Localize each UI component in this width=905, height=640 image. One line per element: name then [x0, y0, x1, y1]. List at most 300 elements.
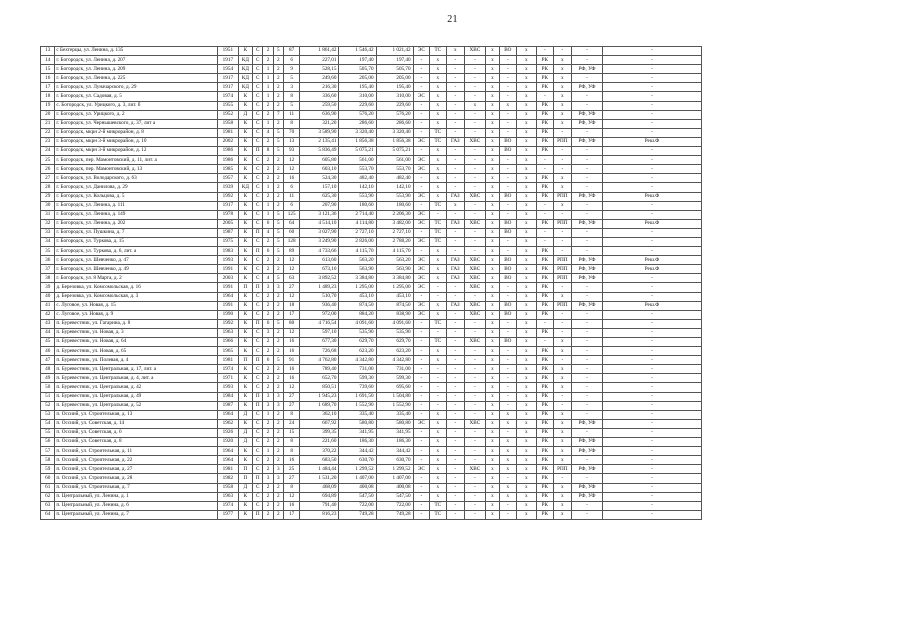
cell-cold-water: -	[465, 392, 486, 401]
cell-address: п. Оссиий, ул. Строительная, д. 13	[55, 410, 218, 419]
cell-repair-works: -	[572, 165, 603, 174]
cell-roof-repair: РК	[537, 83, 553, 92]
cell-ventilation: х	[516, 428, 537, 437]
cell-repair-works: -	[572, 365, 603, 374]
cell-heating: -	[430, 374, 446, 383]
cell-year-built: 1987	[218, 228, 239, 237]
cell-entrances: 2	[263, 265, 273, 274]
cell-electricity: -	[413, 292, 429, 301]
cell-wall-material: П	[238, 474, 252, 483]
cell-year-built: 1920	[218, 438, 239, 447]
cell-floors: 2	[273, 192, 283, 201]
cell-reserve-fund: -	[602, 283, 701, 292]
cell-electricity: ЭС	[413, 210, 429, 219]
cell-entrances: 2	[263, 292, 273, 301]
cell-total-area: 370,22	[300, 447, 339, 456]
cell-apartments: 8	[283, 438, 299, 447]
cell-hot-water: х	[485, 174, 499, 183]
cell-ventilation: х	[516, 119, 537, 128]
cell-floors: 2	[273, 338, 283, 347]
table-row	[41, 265, 702, 274]
cell-floors: 2	[273, 65, 283, 74]
cell-floor-material: С	[253, 328, 263, 337]
cell-entrances: 2	[263, 301, 273, 310]
cell-gas: -	[446, 319, 465, 328]
cell-sewerage: -	[500, 374, 516, 383]
cell-entrances: 2	[263, 510, 273, 519]
cell-roof-repair: -	[537, 338, 553, 347]
cell-ventilation: х	[516, 419, 537, 428]
cell-repair-works: РФ, УФ	[572, 483, 603, 492]
cell-address: п. Буревестник, ул. Центральная, д. 17, лит. а	[55, 365, 218, 374]
cell-electricity: -	[413, 83, 429, 92]
cell-facade-repair: -	[553, 392, 572, 401]
table-row	[41, 156, 702, 165]
cell-facade-repair: РПП	[553, 137, 572, 146]
cell-roof-repair: РК	[537, 465, 553, 474]
cell-ventilation: х	[516, 47, 537, 56]
cell-year-built: 2002	[218, 137, 239, 146]
cell-reserve-fund: -	[602, 83, 701, 92]
cell-total-area: 816,23	[300, 510, 339, 519]
cell-entrances: 2	[263, 338, 273, 347]
cell-cold-water: -	[465, 328, 486, 337]
cell-floor-material: С	[253, 483, 263, 492]
cell-facade-repair: х	[553, 347, 572, 356]
cell-apartments: 12	[283, 256, 299, 265]
cell-living-area: 505,70	[339, 65, 376, 74]
cell-reserve-fund: Реш.Ф	[602, 219, 701, 228]
cell-entrances: 2	[263, 237, 273, 246]
cell-reserve-fund: Реш.Ф	[602, 301, 701, 310]
cell-floor-material: С	[253, 492, 263, 501]
cell-electricity: -	[413, 447, 429, 456]
cell-facade-repair: -	[553, 210, 572, 219]
cell-cold-water: -	[465, 92, 486, 101]
cell-living-area: 1 552,90	[339, 401, 376, 410]
cell-repair-works: -	[572, 56, 603, 65]
cell-total-area: 4 514,10	[300, 219, 339, 228]
cell-address: п. Буревестник, ул. Центральная, д. 4, лит. а	[55, 374, 218, 383]
cell-electricity: ЭС	[413, 165, 429, 174]
cell-residential-area: 838,90	[376, 310, 413, 319]
cell-total-area: 227,01	[300, 56, 339, 65]
table-row	[41, 483, 702, 492]
table-row	[41, 101, 702, 110]
cell-cold-water: -	[465, 156, 486, 165]
cell-entrances: 1	[263, 201, 273, 210]
cell-row-number: 52	[41, 401, 55, 410]
cell-gas: -	[446, 456, 465, 465]
cell-floors: 5	[273, 228, 283, 237]
cell-sewerage: х	[500, 101, 516, 110]
cell-roof-repair: РК	[537, 247, 553, 256]
cell-living-area: 4 114,80	[339, 219, 376, 228]
cell-hot-water: х	[485, 47, 499, 56]
cell-floors: 5	[273, 128, 283, 137]
cell-wall-material: К	[238, 419, 252, 428]
cell-repair-works: РФ, УФ	[572, 119, 603, 128]
cell-total-area: 1 484,44	[300, 465, 339, 474]
cell-roof-repair: РК	[537, 392, 553, 401]
cell-reserve-fund: -	[602, 483, 701, 492]
cell-heating: х	[430, 101, 446, 110]
cell-roof-repair: РК	[537, 447, 553, 456]
cell-repair-works: -	[572, 156, 603, 165]
cell-wall-material: К	[238, 137, 252, 146]
cell-residential-area: 4 115,70	[376, 247, 413, 256]
cell-cold-water: -	[465, 347, 486, 356]
cell-heating: х	[430, 483, 446, 492]
table-row	[41, 219, 702, 228]
cell-sewerage: -	[500, 292, 516, 301]
cell-sewerage: -	[500, 156, 516, 165]
cell-year-built: 1952	[218, 110, 239, 119]
cell-roof-repair: РК	[537, 374, 553, 383]
cell-entrances: 1	[263, 210, 273, 219]
cell-total-area: 791,40	[300, 501, 339, 510]
cell-ventilation: х	[516, 319, 537, 328]
cell-total-area: 636,90	[300, 110, 339, 119]
cell-ventilation: х	[516, 374, 537, 383]
cell-row-number: 26	[41, 165, 55, 174]
cell-residential-area: 1 295,00	[376, 283, 413, 292]
cell-total-area: 216,30	[300, 83, 339, 92]
cell-wall-material: К	[238, 274, 252, 283]
cell-address: п. Буревестник, ул. Центральная, д. 52	[55, 401, 218, 410]
cell-living-area: 310,00	[339, 92, 376, 101]
cell-total-area: 528,15	[300, 65, 339, 74]
cell-floor-material: П	[253, 474, 263, 483]
cell-address: п. Оссиий, ул. Строительная, д. 27	[55, 465, 218, 474]
cell-wall-material: КД	[238, 83, 252, 92]
cell-heating: ТС	[430, 128, 446, 137]
cell-electricity: ЭС	[413, 265, 429, 274]
cell-reserve-fund: -	[602, 356, 701, 365]
cell-sewerage: х	[500, 456, 516, 465]
cell-living-area: 205,00	[339, 74, 376, 83]
cell-roof-repair: РК	[537, 183, 553, 192]
cell-reserve-fund: -	[602, 465, 701, 474]
cell-residential-area: 1 552,90	[376, 401, 413, 410]
cell-electricity: -	[413, 174, 429, 183]
cell-reserve-fund: -	[602, 174, 701, 183]
cell-heating: х	[430, 92, 446, 101]
cell-floors: 5	[273, 319, 283, 328]
cell-sewerage: -	[500, 319, 516, 328]
cell-repair-works: РФ, УФ	[572, 219, 603, 228]
cell-cold-water: -	[465, 383, 486, 392]
cell-gas: ГАЗ	[446, 265, 465, 274]
cell-cold-water: -	[465, 56, 486, 65]
cell-heating: х	[430, 65, 446, 74]
cell-residential-area: 3 482,00	[376, 219, 413, 228]
cell-gas: -	[446, 338, 465, 347]
cell-hot-water: х	[485, 438, 499, 447]
cell-living-area: 186,30	[339, 438, 376, 447]
cell-sewerage: -	[500, 510, 516, 519]
cell-address: п. Оссиий, ул. Строительная, д. 22	[55, 456, 218, 465]
cell-year-built: 2005	[218, 219, 239, 228]
cell-wall-material: К	[238, 256, 252, 265]
cell-facade-repair: х	[553, 438, 572, 447]
cell-floors: 2	[273, 347, 283, 356]
cell-living-area: 561,00	[339, 156, 376, 165]
cell-total-area: 597,10	[300, 328, 339, 337]
table-row	[41, 283, 702, 292]
cell-total-area: 3 027,90	[300, 228, 339, 237]
cell-floors: 3	[273, 465, 283, 474]
cell-reserve-fund: -	[602, 165, 701, 174]
cell-entrances: 2	[263, 483, 273, 492]
cell-reserve-fund: -	[602, 374, 701, 383]
cell-address: г. Богородск, ул. Садовая, д. 5	[55, 92, 218, 101]
cell-gas: ГАЗ	[446, 137, 465, 146]
cell-facade-repair: х	[553, 92, 572, 101]
cell-sewerage: ВО	[500, 265, 516, 274]
cell-roof-repair: РК	[537, 347, 553, 356]
cell-ventilation: х	[516, 492, 537, 501]
cell-year-built: 2003	[218, 274, 239, 283]
cell-floor-material: С	[253, 92, 263, 101]
cell-roof-repair: РК	[537, 492, 553, 501]
cell-year-built: 1957	[218, 174, 239, 183]
cell-row-number: 44	[41, 328, 55, 337]
cell-hot-water: х	[485, 301, 499, 310]
cell-ventilation: х	[516, 483, 537, 492]
cell-gas: х	[446, 47, 465, 56]
cell-gas: -	[446, 383, 465, 392]
cell-repair-works: -	[572, 47, 603, 56]
cell-reserve-fund: -	[602, 510, 701, 519]
cell-repair-works: РФ, УФ	[572, 465, 603, 474]
cell-floor-material: С	[253, 501, 263, 510]
cell-gas: ГАЗ	[446, 219, 465, 228]
cell-reserve-fund: -	[602, 237, 701, 246]
cell-entrances: 2	[263, 465, 273, 474]
cell-repair-works: -	[572, 474, 603, 483]
cell-gas: -	[446, 228, 465, 237]
cell-total-area: 613,60	[300, 256, 339, 265]
cell-repair-works: -	[572, 510, 603, 519]
cell-floors: 2	[273, 428, 283, 437]
cell-electricity: -	[413, 247, 429, 256]
cell-hot-water: х	[485, 419, 499, 428]
cell-wall-material: П	[238, 465, 252, 474]
cell-residential-area: 1 504,80	[376, 392, 413, 401]
cell-reserve-fund: -	[602, 274, 701, 283]
cell-entrances: 2	[263, 501, 273, 510]
cell-row-number: 48	[41, 365, 55, 374]
table-row	[41, 356, 702, 365]
cell-floors: 3	[273, 401, 283, 410]
cell-sewerage: х	[500, 410, 516, 419]
cell-sewerage: -	[500, 210, 516, 219]
cell-electricity: -	[413, 501, 429, 510]
cell-roof-repair: -	[537, 92, 553, 101]
cell-wall-material: К	[238, 383, 252, 392]
cell-total-area: 3 589,90	[300, 128, 339, 137]
cell-address: п. Буревестник, ул. Гагарина, д. 8	[55, 319, 218, 328]
cell-apartments: 12	[283, 328, 299, 337]
cell-ventilation: х	[516, 192, 537, 201]
cell-row-number: 46	[41, 347, 55, 356]
cell-gas: -	[446, 310, 465, 319]
cell-year-built: 1992	[218, 192, 239, 201]
cell-address: п. Оссиий, ул. Советская, д. 14	[55, 419, 218, 428]
cell-year-built: 1991	[218, 265, 239, 274]
cell-year-built: 1975	[218, 237, 239, 246]
cell-repair-works: -	[572, 283, 603, 292]
cell-heating: ТС	[430, 137, 446, 146]
cell-residential-area: 1 299,52	[376, 465, 413, 474]
cell-living-area: 1 691,50	[339, 392, 376, 401]
cell-repair-works: -	[572, 237, 603, 246]
cell-floor-material: С	[253, 165, 263, 174]
table-row	[41, 365, 702, 374]
table-row	[41, 256, 702, 265]
cell-reserve-fund: -	[602, 292, 701, 301]
cell-entrances: 2	[263, 256, 273, 265]
cell-hot-water: х	[485, 237, 499, 246]
cell-year-built: 1984	[218, 392, 239, 401]
cell-year-built: 1981	[218, 128, 239, 137]
cell-living-area: 4 342,80	[339, 356, 376, 365]
cell-cold-water: -	[465, 247, 486, 256]
cell-wall-material: К	[238, 374, 252, 383]
cell-electricity: -	[413, 401, 429, 410]
cell-electricity: -	[413, 347, 429, 356]
cell-residential-area: 599,30	[376, 374, 413, 383]
cell-cold-water: -	[465, 401, 486, 410]
cell-floor-material: П	[253, 228, 263, 237]
cell-year-built: 1917	[218, 74, 239, 83]
cell-floor-material: С	[253, 210, 263, 219]
cell-reserve-fund: -	[602, 119, 701, 128]
cell-hot-water: х	[485, 510, 499, 519]
cell-apartments: 27	[283, 283, 299, 292]
cell-repair-works: -	[572, 347, 603, 356]
cell-cold-water: -	[465, 447, 486, 456]
cell-entrances: 2	[263, 165, 273, 174]
cell-cold-water: ХВС	[465, 338, 486, 347]
cell-wall-material: К	[238, 101, 252, 110]
cell-row-number: 16	[41, 74, 55, 83]
cell-floors: 3	[273, 392, 283, 401]
cell-year-built: 1954	[218, 65, 239, 74]
cell-ventilation: х	[516, 456, 537, 465]
cell-row-number: 41	[41, 301, 55, 310]
cell-total-area: 3 249,90	[300, 237, 339, 246]
cell-reserve-fund: -	[602, 410, 701, 419]
cell-residential-area: 1 407,00	[376, 474, 413, 483]
cell-row-number: 33	[41, 228, 55, 237]
cell-heating: х	[430, 465, 446, 474]
cell-floor-material: С	[253, 338, 263, 347]
cell-floor-material: П	[253, 147, 263, 156]
cell-electricity: -	[413, 56, 429, 65]
cell-entrances: 2	[263, 47, 273, 56]
cell-heating: х	[430, 183, 446, 192]
cell-year-built: 1990	[218, 310, 239, 319]
cell-sewerage: ВО	[500, 301, 516, 310]
cell-repair-works: -	[572, 183, 603, 192]
cell-hot-water: х	[485, 410, 499, 419]
cell-residential-area: 731,00	[376, 365, 413, 374]
table-row	[41, 128, 702, 137]
cell-year-built: 1964	[218, 292, 239, 301]
table-row	[41, 474, 702, 483]
cell-wall-material: К	[238, 201, 252, 210]
cell-total-area: 972,00	[300, 310, 339, 319]
cell-floor-material: С	[253, 465, 263, 474]
cell-entrances: 2	[263, 174, 273, 183]
cell-sewerage: -	[500, 365, 516, 374]
cell-ventilation: х	[516, 338, 537, 347]
cell-facade-repair: х	[553, 428, 572, 437]
cell-heating: ТС	[430, 47, 446, 56]
cell-electricity: -	[413, 365, 429, 374]
cell-hot-water: х	[485, 447, 499, 456]
housing-register-table	[40, 46, 702, 520]
cell-facade-repair: х	[553, 374, 572, 383]
cell-address: п. Буревестник, ул. Центральная, д. 42	[55, 383, 218, 392]
cell-heating: -	[430, 292, 446, 301]
cell-gas: -	[446, 65, 465, 74]
cell-living-area: 629,70	[339, 338, 376, 347]
cell-residential-area: 749,28	[376, 510, 413, 519]
cell-floors: 3	[273, 283, 283, 292]
table-row	[41, 456, 702, 465]
cell-reserve-fund: -	[602, 47, 701, 56]
cell-ventilation: х	[516, 228, 537, 237]
cell-gas: ГАЗ	[446, 256, 465, 265]
cell-reserve-fund: -	[602, 456, 701, 465]
cell-address: г. Богородск, ул. Шевченко, д. 49	[55, 265, 218, 274]
cell-cold-water: -	[465, 438, 486, 447]
cell-floors: 2	[273, 56, 283, 65]
cell-entrances: 2	[263, 137, 273, 146]
cell-repair-works: РФ, УФ	[572, 83, 603, 92]
cell-sewerage: -	[500, 83, 516, 92]
table-row	[41, 438, 702, 447]
cell-roof-repair: РК	[537, 283, 553, 292]
cell-year-built: 1992	[218, 319, 239, 328]
cell-roof-repair: РК	[537, 501, 553, 510]
cell-year-built: 1986	[218, 156, 239, 165]
cell-roof-repair: РК	[537, 310, 553, 319]
cell-address: д. Березовка, ул. Комсомольская, д. 3	[55, 292, 218, 301]
cell-electricity: -	[413, 392, 429, 401]
cell-hot-water: х	[485, 256, 499, 265]
cell-wall-material: К	[238, 156, 252, 165]
cell-living-area: 4 091,60	[339, 319, 376, 328]
cell-address: с. Луговое, ул. Новая, д. 9	[55, 310, 218, 319]
cell-ventilation: х	[516, 137, 537, 146]
cell-floors: 2	[273, 310, 283, 319]
cell-roof-repair: РК	[537, 74, 553, 83]
cell-entrances: 1	[263, 83, 273, 92]
cell-roof-repair: РК	[537, 256, 553, 265]
cell-apartments: 60	[283, 228, 299, 237]
table-row	[41, 465, 702, 474]
cell-cold-water: ХВС	[465, 283, 486, 292]
cell-address: п. Оссиий, ул. Советская, д. 8	[55, 438, 218, 447]
cell-roof-repair: -	[537, 210, 553, 219]
cell-total-area: 399,35	[300, 428, 339, 437]
cell-repair-works: РФ, УФ	[572, 110, 603, 119]
cell-entrances: 4	[263, 274, 273, 283]
